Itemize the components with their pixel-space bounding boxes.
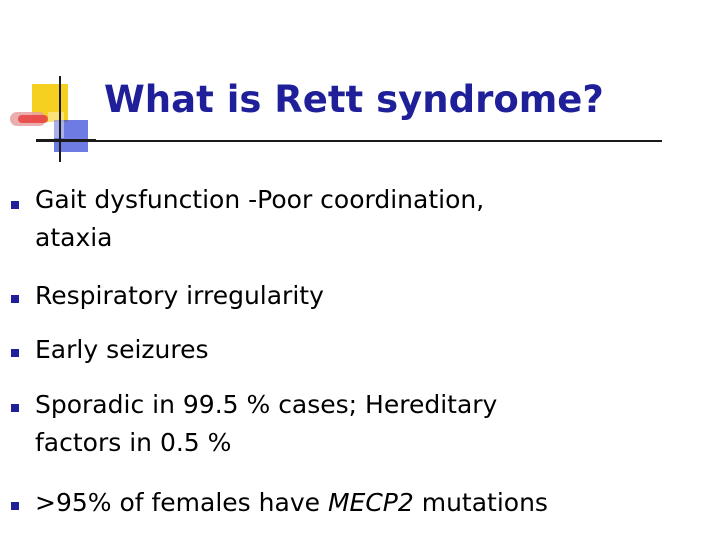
bullet-text-line: factors in 0.5 % bbox=[35, 428, 232, 457]
bullet-marker-icon bbox=[11, 295, 19, 303]
bullet-text-line: Respiratory irregularity bbox=[35, 281, 324, 310]
bullet-marker-icon bbox=[11, 349, 19, 357]
bullet-text-line: Sporadic in 99.5 % cases; Hereditary bbox=[35, 390, 498, 419]
bullet-marker-icon bbox=[11, 502, 19, 510]
slide-title: What is Rett syndrome? bbox=[104, 78, 604, 121]
bullet-text-line: Early seizures bbox=[35, 335, 209, 364]
bullet-marker-icon bbox=[11, 201, 19, 209]
bullet-text-line: ataxia bbox=[35, 223, 113, 252]
gene-name: MECP2 bbox=[327, 488, 414, 517]
bullet-text: mutations bbox=[413, 488, 548, 517]
bullet-text-line: Gait dysfunction -Poor coordination, bbox=[35, 185, 485, 214]
bullet-marker-icon bbox=[11, 404, 19, 412]
bullet-text: >95% of females have bbox=[35, 488, 328, 517]
